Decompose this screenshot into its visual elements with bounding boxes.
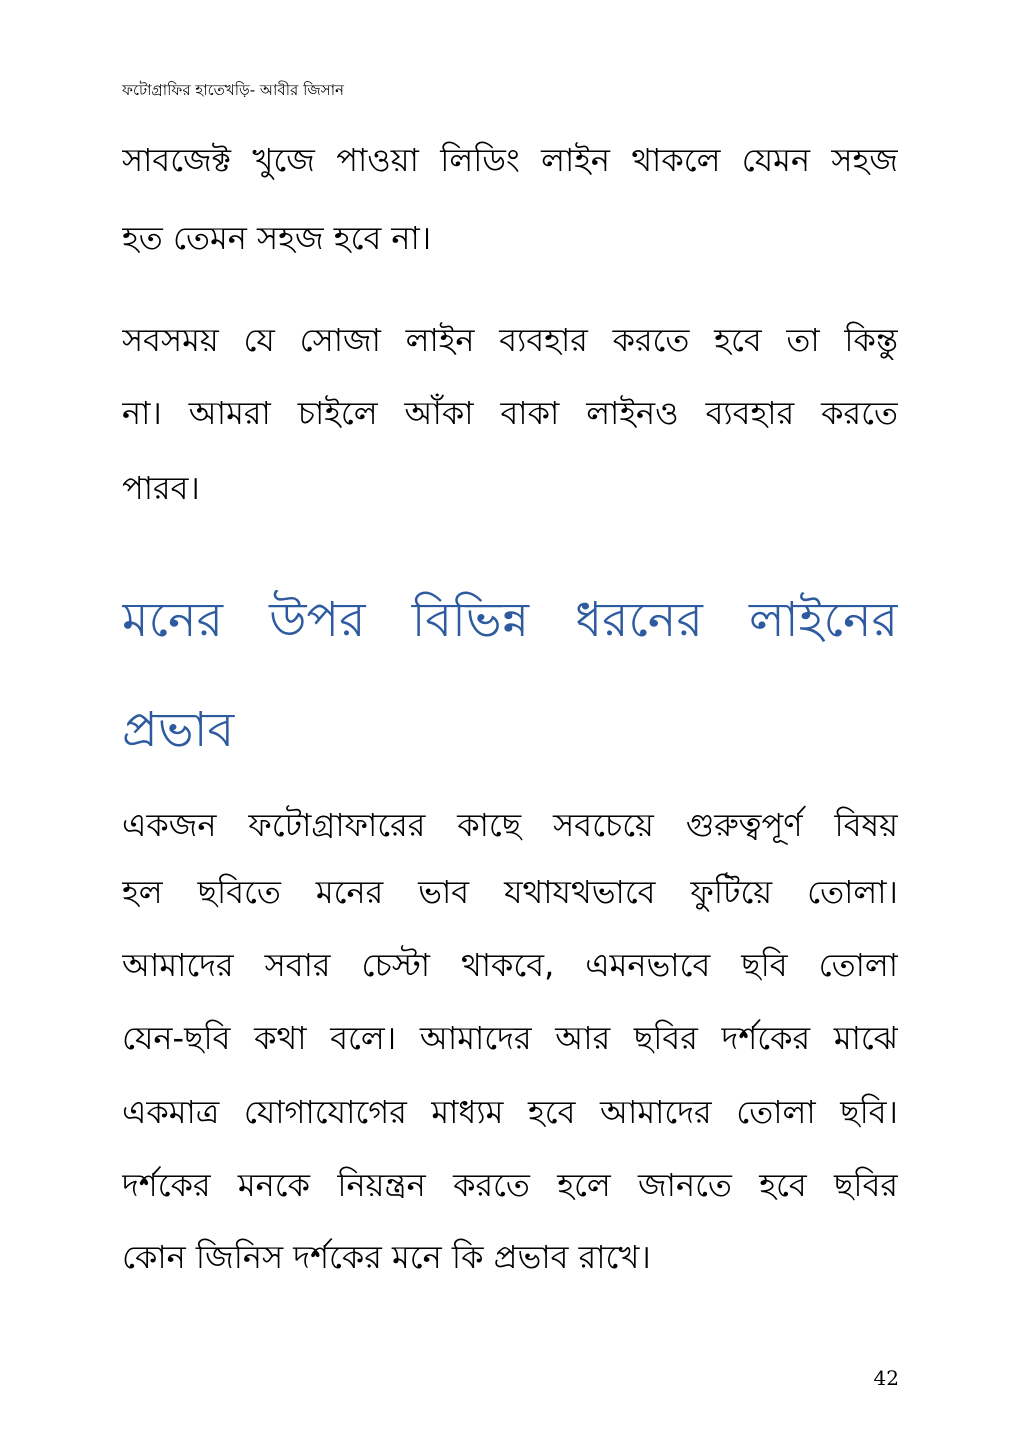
paragraph-line: হত তেমন সহজ হবে না। (122, 219, 432, 257)
paragraph-line: সাবজেক্ট খুজে পাওয়া লিডিং লাইন থাকলে যেমন সহজ (122, 141, 898, 179)
paragraph-line: কোন জিনিস দর্শকের মনে কি প্রভাব রাখে। (122, 1238, 651, 1276)
paragraph-line: না। আমরা চাইলে আঁকা বাকা লাইনও ব্যবহার করতে (122, 394, 898, 432)
paragraph-line: হল ছবিতে মনের ভাব যথাযথভাবে ফুটিয়ে তোলা। (122, 873, 898, 911)
paragraph-line: একজন ফটোগ্রাফারের কাছে সবচেয়ে গুরুত্বপূর্ণ বিষয় (122, 806, 898, 844)
heading-line: প্রভাব (122, 702, 235, 758)
paragraph-line: সবসময় যে সোজা লাইন ব্যবহার করতে হবে তা কিন্তু (122, 321, 898, 359)
paragraph-line: যেন-ছবি কথা বলে। আমাদের আর ছবির দর্শকের মাঝে (122, 1019, 898, 1057)
paragraph-line: আমাদের সবার চেস্টা থাকবে, এমনভাবে ছবি তোলা (122, 946, 898, 984)
page-number: 42 (873, 1366, 899, 1390)
paragraph-line: দর্শকের মনকে নিয়ন্ত্রন করতে হলে জানতে হবে ছবির (122, 1166, 898, 1204)
heading-line: মনের উপর বিভিন্ন ধরনের লাইনের (122, 592, 898, 648)
running-header: ফটোগ্রাফির হাতেখড়ি- আবীর জিসান (122, 81, 344, 99)
paragraph-line: পারব। (122, 469, 200, 507)
paragraph-line: একমাত্র যোগাযোগের মাধ্যম হবে আমাদের তোলা ছবি। (122, 1093, 898, 1131)
